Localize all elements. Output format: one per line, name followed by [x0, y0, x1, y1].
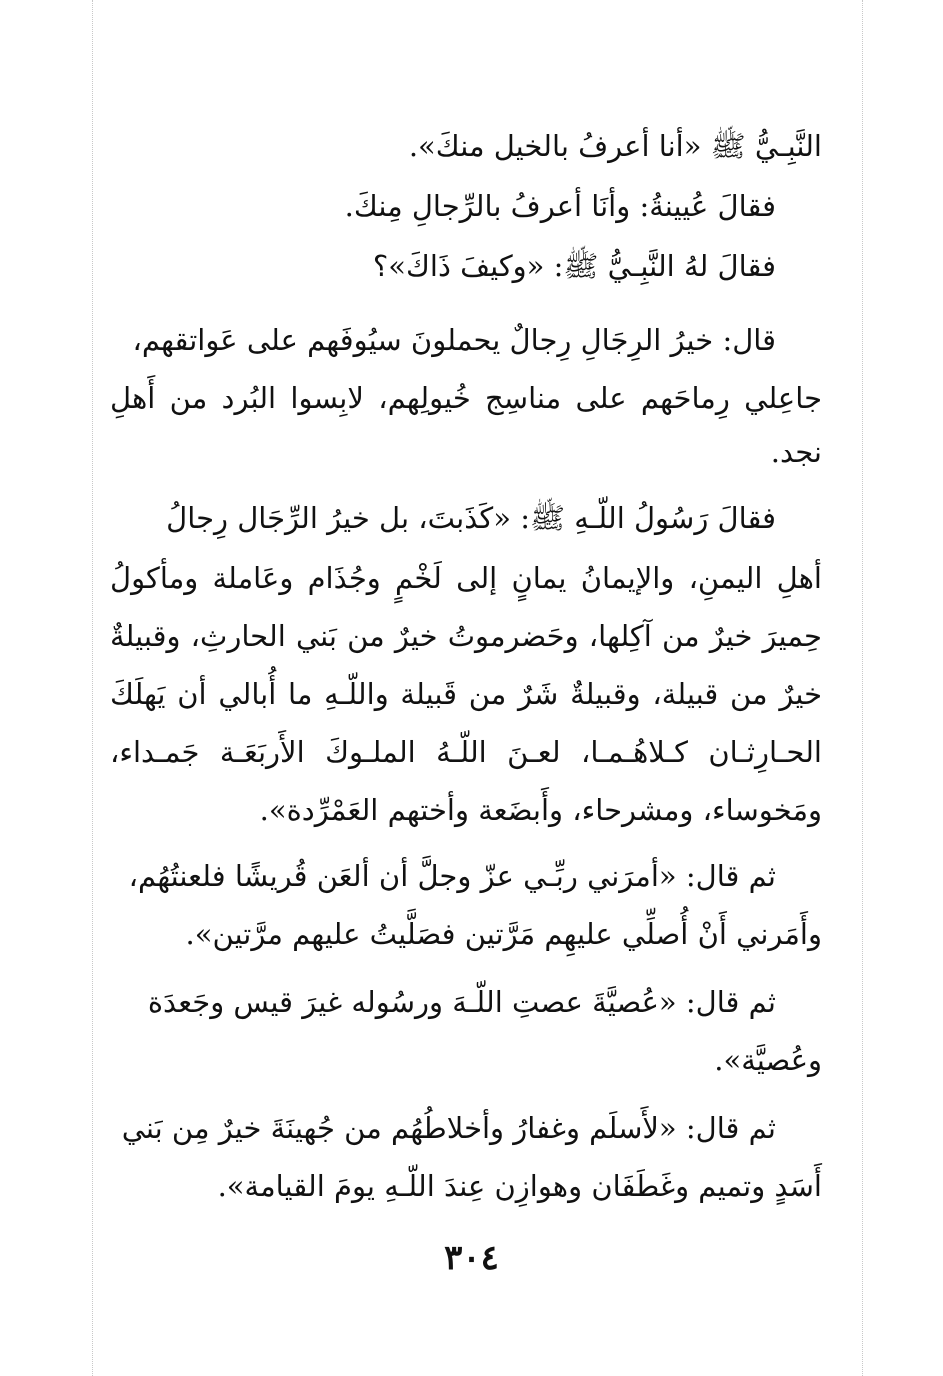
- text-line: أَسَدٍ وتميم وغَطَفَان وهوازِن عِندَ اللّـهِ يومَ القيامة».: [217, 1169, 822, 1203]
- text-line: فقالَ لهُ النَّبِـيُّ ﷺ: «وكيفَ ذَاكَ»؟: [372, 249, 776, 283]
- text-line: النَّبِـيُّ ﷺ «أنا أعرفُ بالخيل منكَ».: [408, 129, 822, 163]
- text-line: وأَمَرني أَنْ أُصلِّي عليهِم مَرَّتين فصَلَّيتُ عليهم مرَّتين».: [185, 917, 822, 951]
- text-line: فقالَ عُيينةُ: وأنَا أعرفُ بالرِّجالِ مِنكَ.: [344, 189, 776, 223]
- page-number: ٣٠٤: [444, 1238, 499, 1278]
- text-line: حِميرَ خيرٌ من آكِلها، وحَضرموتُ خيرٌ من بَني الحارثِ، وقبيلةٌ: [110, 619, 822, 653]
- text-line: قال: خيرُ الرِجَالِ رِجالٌ يحملونَ سيُوفَهم على عَواتقهم،: [132, 323, 776, 357]
- text-line: وعُصيَّة».: [714, 1043, 822, 1077]
- text-line: ثم قال: «لأَسلَم وغفارُ وأخلاطُهُم من جُهينَةَ خيرٌ مِن بَني: [121, 1111, 776, 1145]
- text-line: ثم قال: «عُصيَّةَ عصتِ اللّـهَ ورسُوله غيرَ قيس وجَعدَة: [147, 985, 776, 1019]
- scan-edge-right: [862, 0, 864, 1376]
- text-line: الحـارِثـان كـلاهُـمـا، لعـنَ اللّـهُ الملـوكَ الأَربَعَـة جَمـداء،: [110, 735, 822, 769]
- text-line: ومَخوساء، ومشرحاء، وأَبضَعة وأختهم العَمْرِّدة».: [259, 793, 822, 827]
- text-line: خيرٌ من قبيلة، وقبيلةٌ شَرٌ من قَبيلة واللّـهِ ما أُبالي أن يَهلَكَ: [110, 677, 823, 711]
- text-line: جاعِلي رِماحَهم على مناسِج خُيولِهم، لابِسوا البُرد من أَهلِ: [110, 381, 822, 415]
- text-line: فقالَ رَسُولُ اللّـهِ ﷺ: «كَذَبتَ، بل خيرُ الرِّجَال رِجالُ: [166, 501, 776, 535]
- text-line: ثم قال: «أمرَني ربِّـي عزّ وجلَّ أن ألعَن قُريشًا فلعنتُهُم،: [128, 859, 776, 893]
- scan-edge-left: [92, 0, 94, 1376]
- text-line: نجد.: [770, 435, 822, 469]
- text-line: أهلِ اليمنِ، والإيمانُ يمانٍ إلى لَخْمٍ وجُذَام وعَاملة ومأكولُ: [110, 561, 822, 595]
